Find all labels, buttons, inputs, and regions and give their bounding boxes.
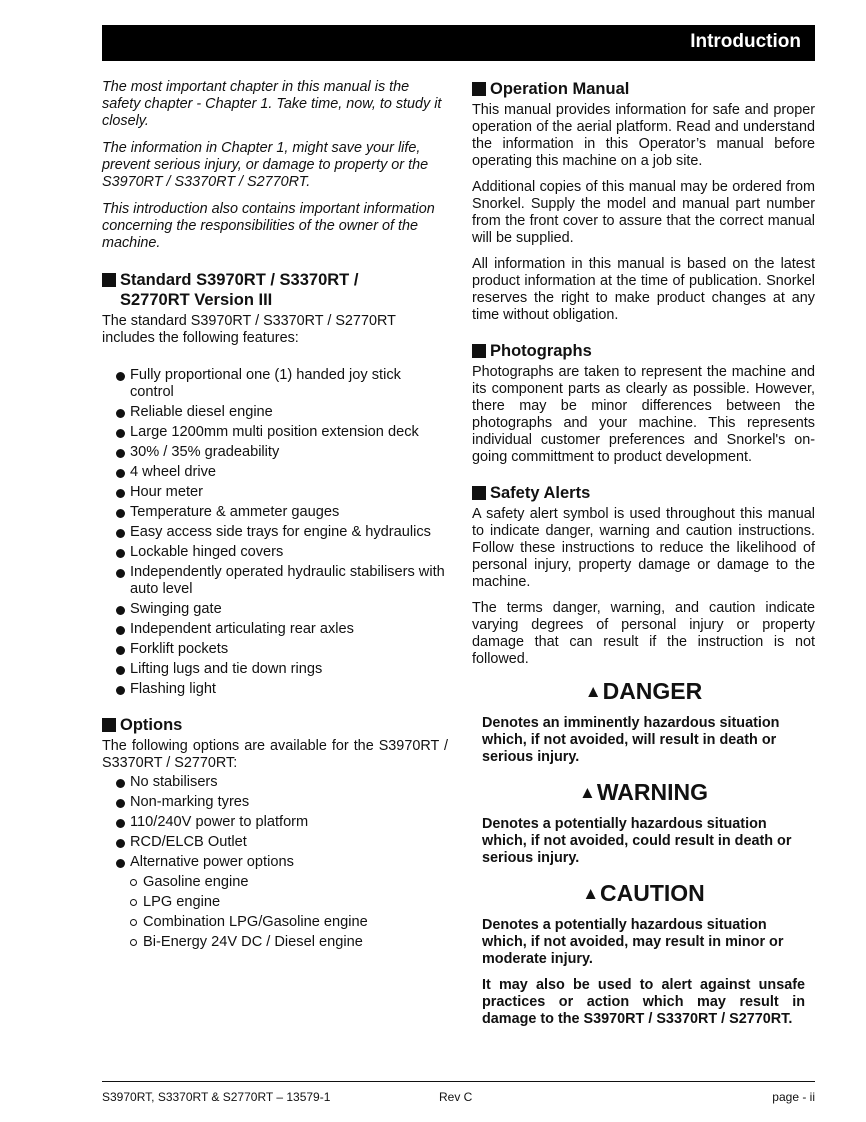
caution-extra-text: It may also be used to alert against unsafe practices or action which may result in damage to the S3970RT / S3370RT / S2770RT. <box>482 977 805 1027</box>
feature-text: Independent articulating rear axles <box>130 621 354 637</box>
list-item <box>102 504 448 521</box>
bullet-icon <box>116 686 125 695</box>
operation-manual-paragraph: All information in this manual is based on the latest product information at the time of publication. Snorkel reserves the right to make product changes at any time without obligation. <box>472 256 815 323</box>
caution-text: Denotes a potentially hazardous situation which, if not avoided, may result in minor or moderate injury. <box>482 917 784 967</box>
option-text: Non-marking tyres <box>130 794 250 810</box>
feature-text: 4 wheel drive <box>130 464 216 480</box>
warning-triangle-icon: ▲ <box>582 884 600 903</box>
danger-heading <box>472 677 815 706</box>
sub-option-text: Gasoline engine <box>143 874 249 890</box>
bullet-icon <box>116 839 125 848</box>
list-item <box>102 774 448 791</box>
list-item <box>102 601 448 618</box>
warning-triangle-icon: ▲ <box>584 682 602 701</box>
hollow-bullet-icon <box>130 939 137 946</box>
bullet-icon <box>116 529 125 538</box>
operation-manual-paragraph: Additional copies of this manual may be ordered from Snorkel. Supply the model and manual part number from the front cover to assure that the correct manual will be supplied. <box>472 179 815 246</box>
option-text: 110/240V power to platform <box>130 814 309 830</box>
section-square-icon <box>102 273 116 287</box>
list-item <box>102 834 448 851</box>
bullet-icon <box>116 469 125 478</box>
bullet-icon <box>116 626 125 635</box>
feature-text: Temperature & ammeter gauges <box>130 504 340 520</box>
page-title: Introduction <box>690 31 801 52</box>
bullet-icon <box>116 372 125 381</box>
safety-alerts-paragraph: A safety alert symbol is used throughout this manual to indicate danger, warning and caution instructions. Follow these instructions to reduce the likelihood of personal injury, property damage or damage to the machine. <box>472 506 815 590</box>
section-square-icon <box>472 486 486 500</box>
options-heading-text: Options <box>120 716 183 734</box>
footer-page-number: page - ii <box>772 1090 815 1104</box>
safety-alerts-heading-text: Safety Alerts <box>490 484 591 502</box>
options-lead: The following options are available for the S3970RT / S3370RT / S2770RT: <box>102 738 448 771</box>
photographs-heading-text: Photographs <box>490 342 592 360</box>
hollow-bullet-icon <box>130 879 137 886</box>
warning-triangle-icon: ▲ <box>579 783 596 802</box>
list-item <box>102 424 448 441</box>
bullet-icon <box>116 799 125 808</box>
section-square-icon <box>472 344 486 358</box>
hollow-bullet-icon <box>130 899 137 906</box>
operation-manual-paragraph: This manual provides information for safe and proper operation of the aerial platform. Read and understand the information in this Operator’s manual before operating this machine on a job site. <box>472 102 815 169</box>
feature-text: Fully proportional one (1) handed joy stick control <box>130 367 401 400</box>
list-item <box>102 814 448 831</box>
list-item <box>102 367 448 401</box>
list-item <box>102 894 448 911</box>
safety-alerts-heading <box>472 483 815 503</box>
feature-text: Reliable diesel engine <box>130 404 273 420</box>
sub-option-text: Bi-Energy 24V DC / Diesel engine <box>143 934 363 950</box>
features-list <box>102 367 448 698</box>
standard-heading <box>102 270 448 310</box>
bullet-icon <box>116 449 125 458</box>
hollow-bullet-icon <box>130 919 137 926</box>
bullet-icon <box>116 819 125 828</box>
warning-text: Denotes a potentially hazardous situation which, if not avoided, could result in death or serious injury. <box>482 816 792 866</box>
feature-text: Swinging gate <box>130 601 222 617</box>
warning-title: WARNING <box>596 779 708 805</box>
bullet-icon <box>116 859 125 868</box>
list-item <box>102 874 448 891</box>
bullet-icon <box>116 646 125 655</box>
left-column <box>102 79 448 954</box>
list-item <box>102 444 448 461</box>
photographs-heading <box>472 341 815 361</box>
section-square-icon <box>102 718 116 732</box>
options-list <box>102 774 448 871</box>
warning-heading <box>472 778 815 807</box>
options-heading <box>102 715 448 735</box>
footer-document-id: S3970RT, S3370RT & S2770RT – 13579-1 <box>102 1090 331 1104</box>
feature-text: Flashing light <box>130 681 216 697</box>
right-column <box>472 79 815 1028</box>
list-item <box>102 524 448 541</box>
standard-heading-line2: S2770RT Version III <box>120 291 273 309</box>
list-item <box>102 794 448 811</box>
list-item <box>102 854 448 871</box>
standard-heading-line1: Standard S3970RT / S3370RT / <box>120 271 359 289</box>
option-text: No stabilisers <box>130 774 218 790</box>
list-item <box>102 544 448 561</box>
bullet-icon <box>116 489 125 498</box>
photographs-paragraph: Photographs are taken to represent the machine and its component parts as clearly as possible. However, there may be minor differences between the photographs and your machine. This represents individual customer preferences and Snorkel's on-going committment to product development. <box>472 364 815 465</box>
bullet-icon <box>116 569 125 578</box>
bullet-icon <box>116 606 125 615</box>
intro-paragraph: The information in Chapter 1, might save your life, prevent serious injury, or damage to property or the S3970RT / S3370RT / S2770RT. <box>102 140 429 190</box>
list-item <box>102 564 448 598</box>
danger-text: Denotes an imminently hazardous situation which, if not avoided, will result in death or serious injury. <box>482 715 780 765</box>
list-item <box>102 681 448 698</box>
bullet-icon <box>116 779 125 788</box>
safety-alerts-paragraph: The terms danger, warning, and caution indicate varying degrees of personal injury or property damage that can result if the instruction is not followed. <box>472 600 815 667</box>
feature-text: Independently operated hydraulic stabilisers with auto level <box>130 564 445 597</box>
footer-divider <box>102 1081 815 1082</box>
caution-heading <box>472 879 815 908</box>
list-item <box>102 464 448 481</box>
list-item <box>102 404 448 421</box>
feature-text: Hour meter <box>130 484 203 500</box>
intro-paragraph: This introduction also contains important information concerning the responsibilities of the owner of the machine. <box>102 201 435 251</box>
feature-text: Lockable hinged covers <box>130 544 284 560</box>
sub-option-text: LPG engine <box>143 894 221 910</box>
section-square-icon <box>472 82 486 96</box>
header-bar <box>102 25 815 61</box>
intro-paragraph: The most important chapter in this manual is the safety chapter - Chapter 1. Take time, now, to study it closely. <box>102 79 442 129</box>
power-options-sublist <box>102 874 448 951</box>
list-item <box>102 914 448 931</box>
bullet-icon <box>116 409 125 418</box>
feature-text: Easy access side trays for engine & hydraulics <box>130 524 431 540</box>
feature-text: Lifting lugs and tie down rings <box>130 661 323 677</box>
option-text: Alternative power options <box>130 854 294 870</box>
bullet-icon <box>116 666 125 675</box>
operation-manual-heading <box>472 79 815 99</box>
intro-section <box>102 79 448 252</box>
feature-text: Large 1200mm multi position extension deck <box>130 424 419 440</box>
option-text: RCD/ELCB Outlet <box>130 834 247 850</box>
bullet-icon <box>116 509 125 518</box>
list-item <box>102 621 448 638</box>
sub-option-text: Combination LPG/Gasoline engine <box>143 914 368 930</box>
caution-title: CAUTION <box>600 880 705 906</box>
bullet-icon <box>116 429 125 438</box>
list-item <box>102 661 448 678</box>
feature-text: Forklift pockets <box>130 641 229 657</box>
feature-text: 30% / 35% gradeability <box>130 444 280 460</box>
list-item <box>102 641 448 658</box>
operation-manual-heading-text: Operation Manual <box>490 80 630 98</box>
footer-revision: Rev C <box>439 1090 473 1104</box>
danger-title: DANGER <box>602 678 703 704</box>
bullet-icon <box>116 549 125 558</box>
list-item <box>102 934 448 951</box>
list-item <box>102 484 448 501</box>
standard-lead: The standard S3970RT / S3370RT / S2770RT includes the following features: <box>102 313 396 346</box>
